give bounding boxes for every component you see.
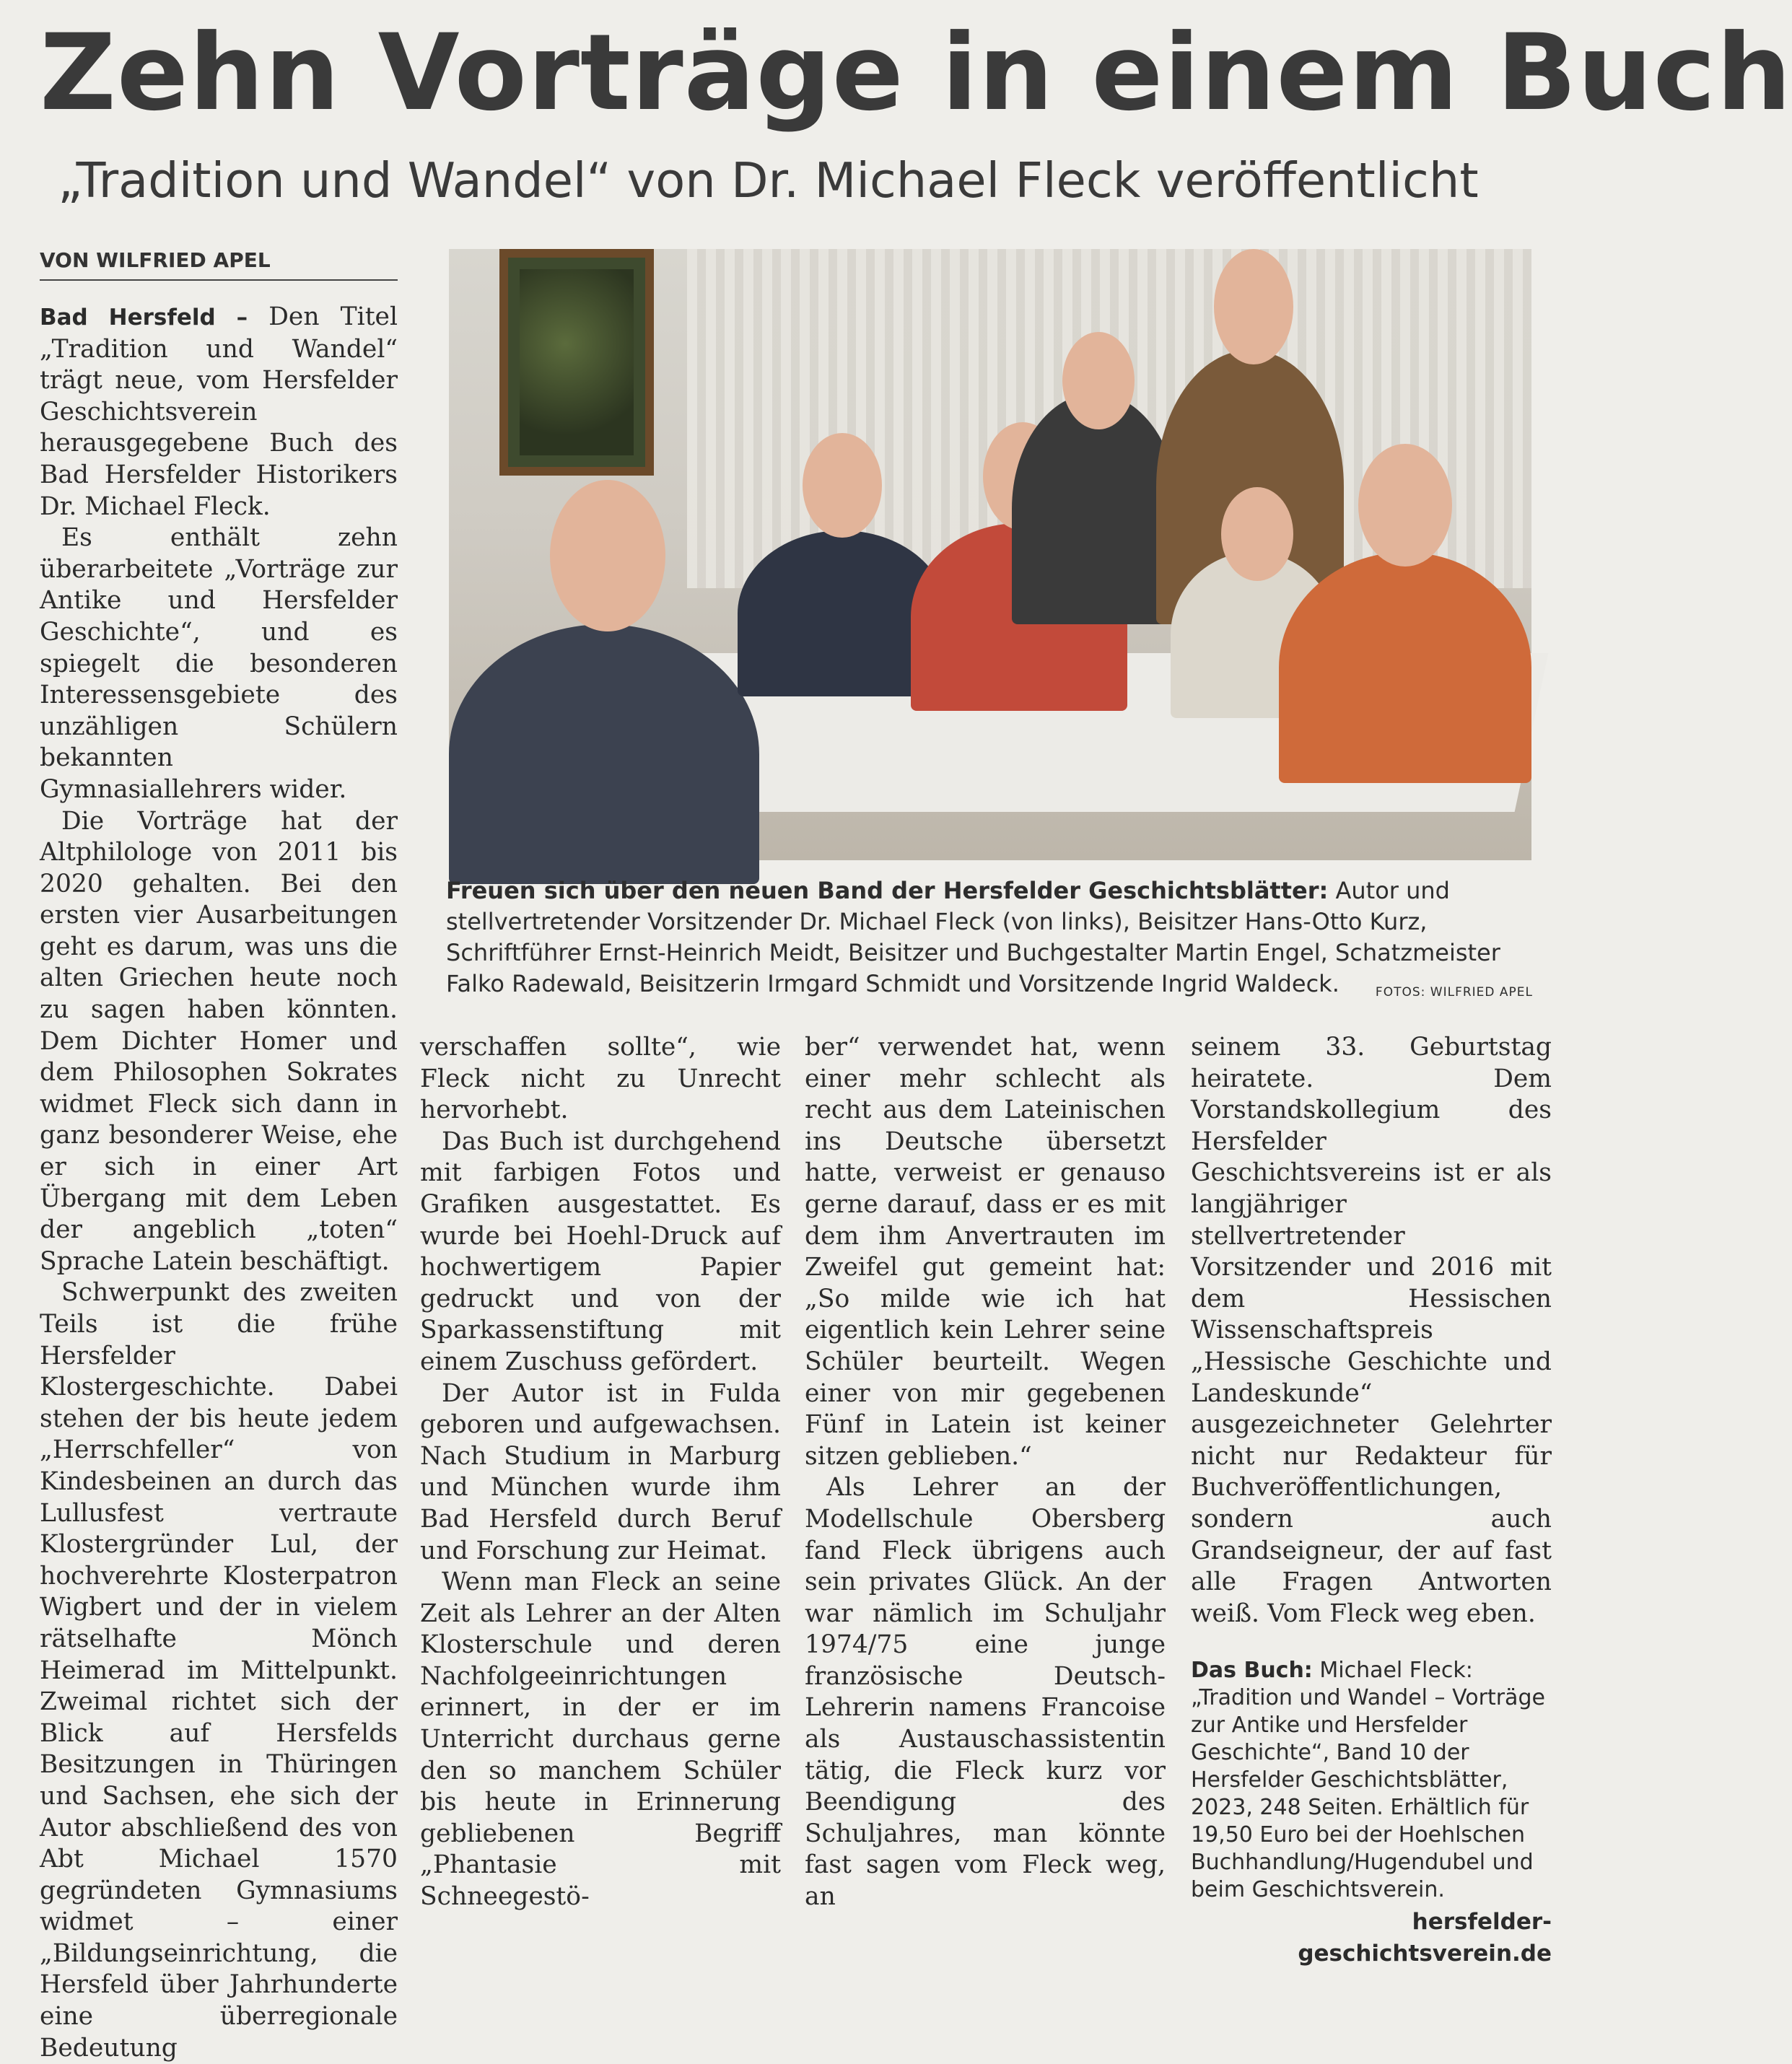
article-column-2 (420, 1032, 781, 1913)
photo-caption (446, 875, 1533, 1008)
website-link[interactable]: hersfelder-geschichtsverein.de (1298, 1909, 1552, 1967)
caption-text: Autor und stellvertretender Vorsitzender Dr. Michael Fleck (von links), Beisitzer Hans-Otto Kurz, Schriftführer Ernst-Heinrich Meidt, Beisitzer und Buchgestalter Martin Engel, Schatzmeister Falko Radewald, Beisitzerin Irmgard Schmidt und Vorsitzende Ingrid Waldeck. (446, 877, 1500, 997)
dateline: Bad Hersfeld – (40, 305, 248, 331)
article-column-1 (40, 302, 398, 2064)
paragraph: Schwerpunkt des zweiten Teils ist die frühe Hersfelder Klostergeschichte. Dabei stehen der bis heute jedem „Herrschfeller“ von Kindesbeinen an durch das Lullusfest vertraute Klostergründer Lul, der hochverehrte Klosterpatron Wigbert und der in vielem rätselhafte Mönch Heimerad im Mittelpunkt. Zweimal richtet sich der Blick auf Hersfelds Besitzungen in Thüringen und Sachsen, ehe sich der Autor abschließend des von Abt Michael 1570 gegründeten Gymnasiums widmet – einer „Bildungseinrichtung, die Hersfeld über Jahrhunderte eine überregionale Bedeutung (40, 1278, 398, 2063)
paragraph: Das Buch ist durchgehend mit farbigen Fotos und Grafiken ausgestattet. Es wurde bei Hoehl-Druck auf hochwertigem Papier gedruckt und von der Sparkassenstiftung mit einem Zuschuss gefördert. (420, 1127, 781, 1376)
paragraph: Den Titel „Tradition und Wandel“ trägt neue, vom Hersfelder Geschichtsverein herausgegebene Buch des Bad Hersfelder Historikers Dr. Michael Fleck. (40, 302, 398, 521)
paragraph: Als Lehrer an der Modellschule Obersberg fand Fleck übrigens auch sein privates Glück. An der war nämlich im Schuljahr 1974/75 eine junge französische Deutsch-Lehrerin namens Francoise als Austauschassistentin tätig, die Fleck kurz vor Beendigung des Schuljahres, man könnte fast sagen vom Fleck weg, an (805, 1473, 1166, 1912)
subheadline: „Tradition und Wandel“ von Dr. Michael Fleck veröffentlicht (58, 152, 1479, 209)
book-info-box (1191, 1657, 1552, 1904)
byline: VON WILFRIED APEL (40, 248, 398, 281)
book-info-label: Das Buch: (1191, 1658, 1313, 1684)
painting (499, 249, 654, 476)
caption-lead: Freuen sich über den neuen Band der Hersfelder Geschichtsblätter: (446, 877, 1329, 904)
article-column-3 (805, 1032, 1166, 1913)
group-photo (449, 249, 1531, 860)
article-column-4 (1191, 1032, 1552, 1969)
paragraph: Der Autor ist in Fulda geboren und aufgewachsen. Nach Studium in Marburg und München wurde ihm Bad Hersfeld durch Beruf und Forschung zur Heimat. (420, 1378, 781, 1565)
photo-credit: FOTOS: WILFRIED APEL (1375, 985, 1533, 1000)
paragraph: seinem 33. Geburtstag heiratete. Dem Vorstandskollegium des Hersfelder Geschichtsvereins ist er als langjähriger stellvertretender Vorsitzender und 2016 mit dem Hessischen Wissenschaftspreis „Hessische Geschichte und Landeskunde“ ausgezeichneter Gelehrter nicht nur Redakteur für Buchveröffentlichungen, sondern auch Grandseigneur, der auf fast alle Fragen Antworten weiß. Vom Fleck weg eben. (1191, 1033, 1552, 1628)
headline: Zehn Vorträge in einem Buch (40, 12, 1792, 134)
paragraph: ber“ verwendet hat, wenn einer mehr schlecht als recht aus dem Lateinischen ins Deutsche übersetzt hatte, verweist er genauso gerne darauf, dass er es mit dem ihm Anvertrauten im Zweifel gut gemeint hat: „So milde wie ich hat eigentlich kein Lehrer seine Schüler beurteilt. Wegen einer von mir gegebenen Fünf in Latein ist keiner sitzen geblieben.“ (805, 1033, 1166, 1471)
book-info-text: Michael Fleck: „Tradition und Wandel – Vorträge zur Antike und Hersfelder Geschichte“, Band 10 der Hersfelder Geschichtsblätter, 2023, 248 Seiten. Erhältlich für 19,50 Euro bei der Hoehlschen Buchhandlung/Hugendubel und beim Geschichtsverein. (1191, 1658, 1545, 1903)
paragraph: Die Vorträge hat der Altphilologe von 2011 bis 2020 gehalten. Bei den ersten vier Ausarbeitungen geht es darum, was uns die alten Griechen heute noch zu sagen haben könnten. Dem Dichter Homer und dem Philosophen Sokrates widmet Fleck sich dann in ganz besonderer Weise, ehe er sich in einer Art Übergang mit dem Leben der angeblich „toten“ Sprache Latein beschäftigt. (40, 806, 398, 1276)
paragraph: verschaffen sollte“, wie Fleck nicht zu Unrecht hervorhebt. (420, 1033, 781, 1125)
paragraph: Wenn man Fleck an seine Zeit als Lehrer an der Alten Klosterschule und deren Nachfolgeeinrichtungen erinnert, in der er im Unterricht durchaus gerne den so manchem Schüler bis heute in Erinnerung gebliebenen Begriff „Phantasie mit Schneegestö- (420, 1567, 781, 1912)
paragraph: Es enthält zehn überarbeitete „Vorträge zur Antike und Hersfelder Geschichte“, und es spiegelt die besonderen Interessensgebiete des unzähligen Schülern bekannten Gymnasiallehrers wider. (40, 523, 398, 804)
